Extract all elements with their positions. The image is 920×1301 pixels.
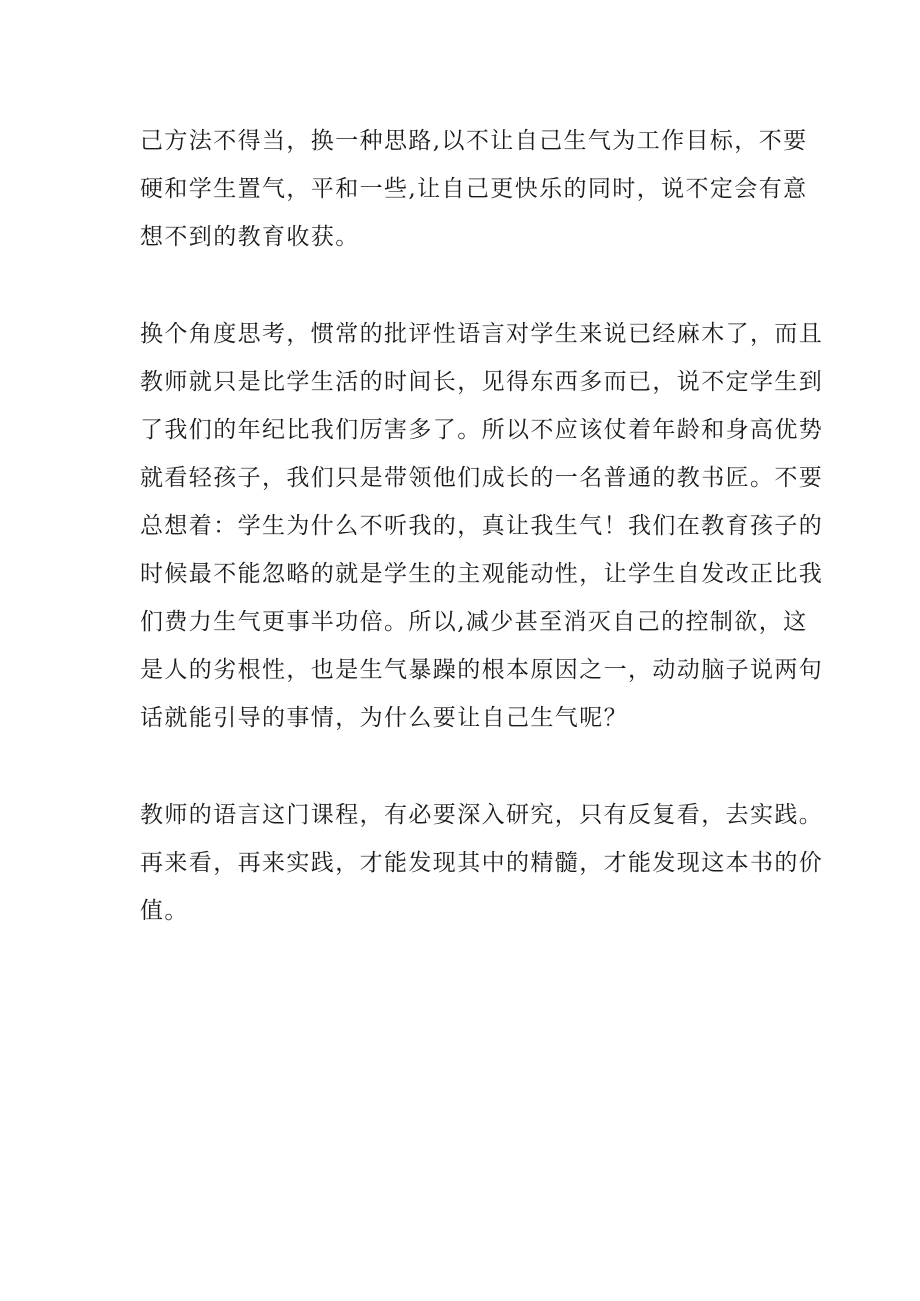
- paragraph-3: [140, 791, 823, 935]
- text-line: 时候最不能忽略的就是学生的主观能动性，让学生自发改正比我: [140, 561, 824, 587]
- text-line: 是人的劣根性，也是生气暴躁的根本原因之一，动动脑子说两句: [140, 657, 824, 683]
- text-line: 想不到的教育收获。: [140, 224, 360, 250]
- text-line: 话就能引导的事情，为什么要让自己生气呢？: [140, 705, 628, 731]
- text-line: 教师就只是比学生活的时间长，见得东西多而已，说不定学生到: [140, 369, 824, 395]
- text-line: 再来看，再来实践，才能发现其中的精髓，才能发现这本书的价: [140, 850, 824, 876]
- text-line: 们费力生气更事半功倍。所以,减少甚至消灭自己的控制欲，这: [140, 609, 808, 635]
- paragraph-1: [140, 117, 808, 261]
- text-line: 教师的语言这门课程，有必要深入研究，只有反复看，去实践。: [140, 802, 824, 828]
- text-line: 了我们的年纪比我们厉害多了。所以不应该仗着年龄和身高优势: [140, 417, 824, 443]
- text-line: 就看轻孩子，我们只是带领他们成长的一名普通的教书匠。不要: [140, 465, 824, 491]
- text-line: 硬和学生置气，平和一些,让自己更快乐的同时，说不定会有意: [140, 176, 808, 202]
- text-line: 值。: [140, 898, 189, 924]
- text-line: 总想着：学生为什么不听我的，真让我生气！我们在教育孩子的: [140, 513, 824, 539]
- text-line: 己方法不得当，换一种思路,以不让自己生气为工作目标，不要: [140, 128, 808, 154]
- paragraph-2: [140, 310, 823, 742]
- text-line: 换个角度思考，惯常的批评性语言对学生来说已经麻木了，而且: [140, 321, 824, 347]
